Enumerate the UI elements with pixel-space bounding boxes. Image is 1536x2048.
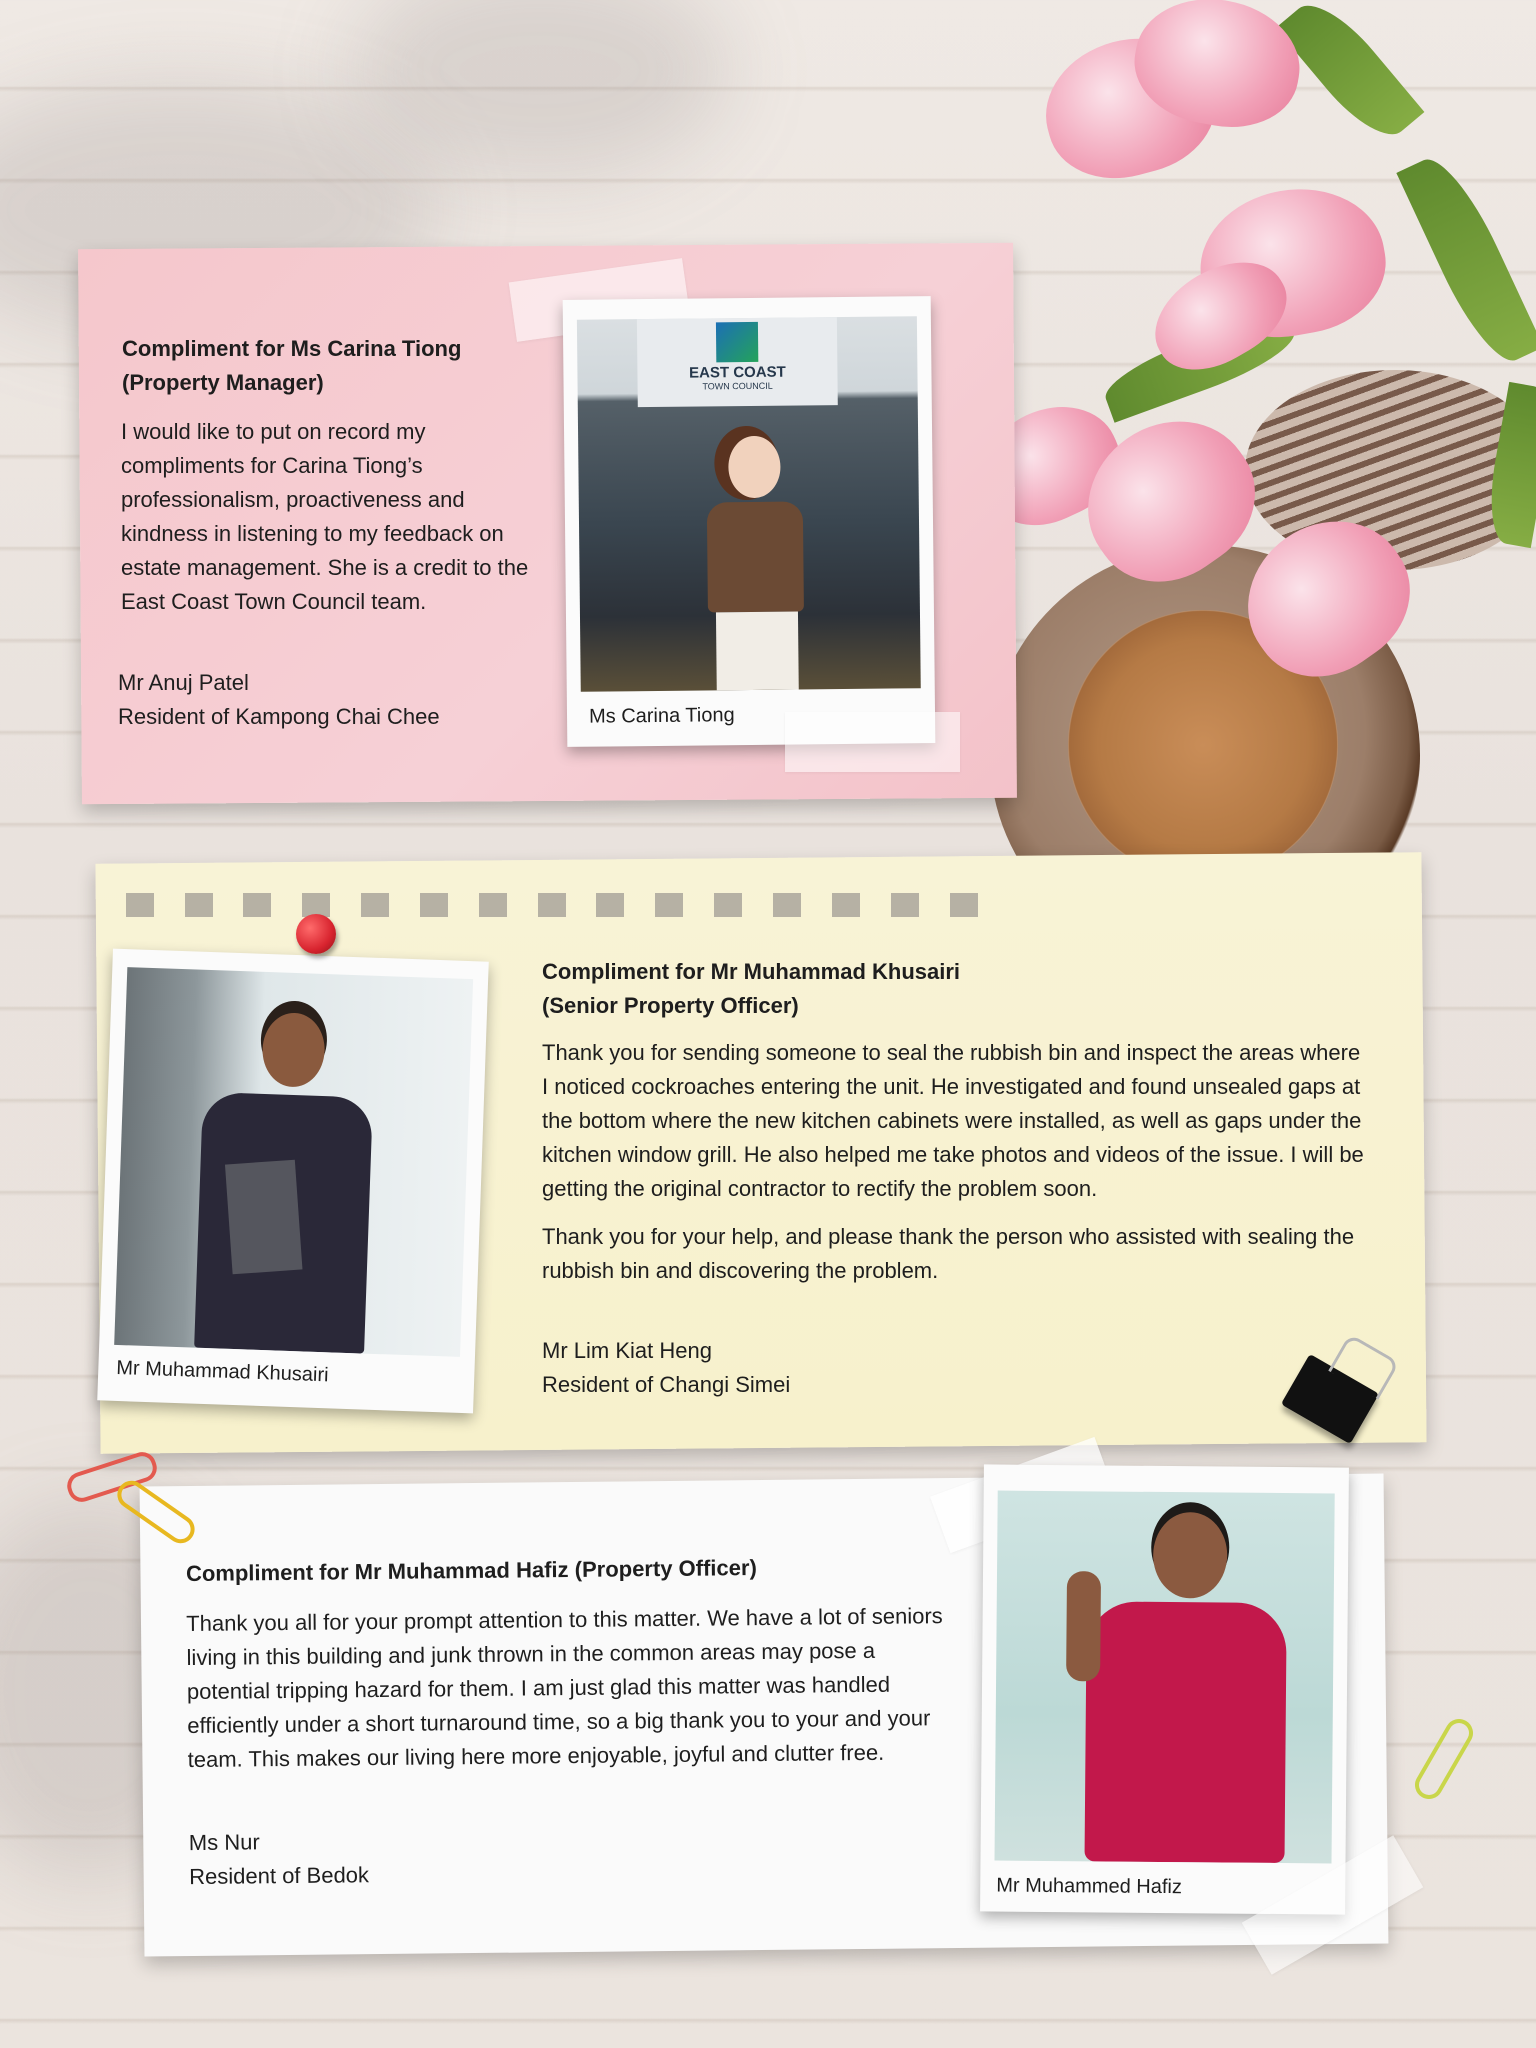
photo (995, 1491, 1335, 1864)
paper-clip-icon (1410, 1714, 1478, 1804)
notebook-hole (420, 893, 448, 917)
card-title (122, 332, 542, 400)
notebook-hole (538, 893, 566, 917)
signage-subtext: TOWN COUNCIL (702, 380, 773, 392)
signature-name: Mr Anuj Patel (118, 670, 249, 695)
notebook-hole (950, 893, 978, 917)
push-pin-icon (296, 914, 336, 954)
person-figure (184, 1010, 386, 1354)
photo-caption: Mr Muhammad Khusairi (115, 1356, 329, 1387)
signature (118, 666, 538, 734)
notebook-hole (243, 893, 271, 917)
card-title-line: Compliment for Mr Muhammad Khusairi (542, 959, 961, 984)
card-title-line: Compliment for Ms Carina Tiong (122, 336, 462, 361)
notebook-hole (361, 893, 389, 917)
tape (785, 712, 960, 772)
signature-name: Ms Nur (188, 1829, 260, 1856)
signage-text: EAST COAST (689, 363, 786, 382)
photo-frame (980, 1464, 1349, 1914)
notebook-hole (185, 893, 213, 917)
photo-caption: Mr Muhammed Hafiz (996, 1874, 1182, 1899)
signature (189, 1822, 590, 1894)
signature-name: Mr Lim Kiat Heng (542, 1338, 712, 1363)
signature-place: Resident of Changi Simei (542, 1372, 791, 1397)
signature (542, 1334, 1042, 1402)
photo-caption: Ms Carina Tiong (588, 704, 735, 728)
notebook-hole (832, 893, 860, 917)
compliment-text: Thank you all for your prompt attention to this matter. We have a lot of seniors living in this building and junk thrown in the common areas may pose a potential tripping hazard for them. I am just glad this matter was handled efficiently under a short turnaround time, so a big thank you to your and your team. This makes our living here more enjoyable, joyful and clutter free. (186, 1603, 943, 1773)
signature-place: Resident of Bedok (189, 1862, 370, 1890)
person-figure (698, 435, 811, 690)
compliment-text: Thank you for your help, and please thank the person who assisted with sealing the rubbish bin and discovering the problem. (542, 1224, 1355, 1283)
photo (577, 316, 921, 692)
notebook-hole (714, 893, 742, 917)
compliment-text: I would like to put on record my compliments for Carina Tiong’s professionalism, proactiveness and kindness in listening to my feedback on estate management. She is a credit to the East Coast Town Council team. (121, 419, 529, 614)
signature-place: Resident of Kampong Chai Chee (118, 704, 440, 729)
card-body (121, 415, 541, 633)
card-title-line: (Senior Property Officer) (542, 993, 799, 1018)
card-title-line: Compliment for Mr Muhammad Hafiz (Property Officer) (185, 1555, 757, 1586)
notebook-hole (773, 893, 801, 917)
photo-frame (563, 296, 936, 747)
notebook-hole (596, 893, 624, 917)
building-sign (637, 317, 838, 407)
compliment-text: Thank you for sending someone to seal the rubbish bin and inspect the areas where I noticed cockroaches entering the unit. He investigated and found unsealed gaps at the bottom where the new kitchen cabinets were installed, as well as gaps under the kitchen window grill. He also helped me take photos and videos of the issue. I will be getting the original contractor to rectify the problem soon. (542, 1040, 1364, 1201)
town-council-logo (716, 322, 758, 362)
notebook-hole (126, 893, 154, 917)
person-figure (1064, 1511, 1297, 1863)
notebook-hole (655, 893, 683, 917)
photo-frame (97, 949, 489, 1414)
card-title (542, 955, 1342, 1023)
leaf (1396, 148, 1536, 373)
notebook-hole (479, 893, 507, 917)
card-body (542, 1036, 1372, 1302)
photo (114, 967, 473, 1357)
notebook-hole (891, 893, 919, 917)
card-title-line: (Property Manager) (122, 370, 324, 395)
card-body (186, 1599, 963, 1791)
